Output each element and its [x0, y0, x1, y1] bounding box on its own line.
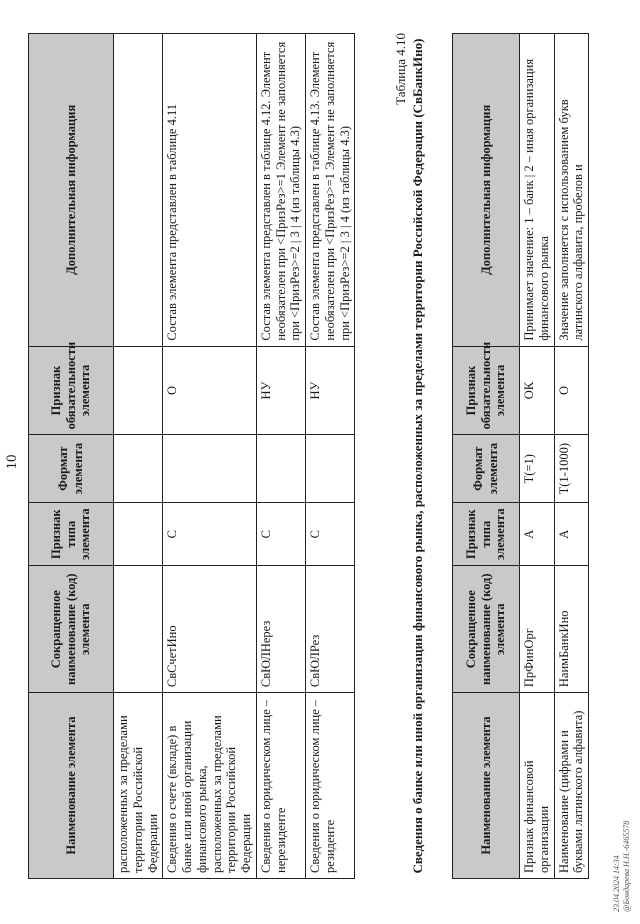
table-row — [306, 34, 355, 879]
bank-info-table — [452, 33, 589, 879]
cell-additional-info — [114, 34, 163, 347]
header-element-code: Сокращенное наименование (код) элемента — [453, 566, 520, 693]
cell-element-format — [114, 435, 163, 503]
cell-element-format — [163, 435, 257, 503]
table-row — [520, 34, 555, 879]
cell-element-name: Сведения о юридическом лице – нерезиденте — [256, 693, 305, 879]
cell-additional-info: Принимает значение: 1 – банк | 2 – иная организация финансового рынка — [520, 34, 555, 347]
cell-element-type: С — [256, 502, 305, 565]
header-element-type: Признак типа элемента — [29, 502, 114, 565]
cell-element-code: СвЮЛНерез — [256, 566, 305, 693]
cell-additional-info: Состав элемента представлен в таблице 4.12. Элемент необязателен при <ПризРез>=1 Элемент не заполняется при <ПризРез>=2 | 3 | 4 (из таблицы 4.3) — [256, 34, 305, 347]
header-element-required: Признак обязательности элемента — [29, 346, 114, 435]
cell-element-format: Т(=1) — [520, 435, 555, 503]
page-number: 10 — [4, 454, 20, 470]
table-title: Сведения о банке или иной организации финансового рынка, расположенных за пределами территории Российской Федерации (СвБанкИно) — [410, 38, 425, 874]
header-element-type: Признак типа элемента — [453, 502, 520, 565]
table-row — [114, 34, 163, 879]
header-element-format: Формат элемента — [29, 435, 114, 503]
table-row — [256, 34, 305, 879]
cell-element-type — [114, 502, 163, 565]
cell-element-type: С — [306, 502, 355, 565]
cell-element-type: А — [520, 502, 555, 565]
header-element-name: Наименование элемента — [453, 693, 520, 879]
cell-element-required: О — [554, 346, 589, 435]
header-element-code: Сокращенное наименование (код) элемента — [29, 566, 114, 693]
cell-element-format — [306, 435, 355, 503]
cell-element-required: НУ — [256, 346, 305, 435]
cell-element-required: НУ — [306, 346, 355, 435]
cell-element-format: Т(1-1000) — [554, 435, 589, 503]
stamp-date: 23.04.2024 14:34 — [612, 855, 621, 912]
cell-element-name: Сведения о счете (вкладе) в банке или иной организации финансового рынка, расположенных за пределами территории Российской Федерации — [163, 693, 257, 879]
cell-element-code: НаимБанкИно — [554, 566, 589, 693]
element-table-continued — [28, 33, 355, 879]
cell-additional-info: Состав элемента представлен в таблице 4.13. Элемент необязателен при <ПризРез>=1 Элемент не заполняется при <ПризРез>=2 | 3 | 4 (из таблицы 4.3) — [306, 34, 355, 347]
table-row — [163, 34, 257, 879]
cell-element-name: расположенных за пределами территории Российской Федерации — [114, 693, 163, 879]
cell-element-required — [114, 346, 163, 435]
cell-element-required: О — [163, 346, 257, 435]
table-header-row — [453, 34, 520, 879]
cell-additional-info: Состав элемента представлен в таблице 4.11 — [163, 34, 257, 347]
cell-element-required: ОК — [520, 346, 555, 435]
cell-element-type: А — [554, 502, 589, 565]
stamp-signer: @Бондарева Н.Н.-6465578 — [621, 820, 631, 912]
cell-element-code: ПрФинОрг — [520, 566, 555, 693]
header-element-format: Формат элемента — [453, 435, 520, 503]
cell-element-code — [114, 566, 163, 693]
cell-element-name: Признак финансовой организации — [520, 693, 555, 879]
header-element-required: Признак обязательности элемента — [453, 346, 520, 435]
cell-element-format — [256, 435, 305, 503]
cell-element-code: СвСчетИно — [163, 566, 257, 693]
table-caption: Таблица 4.10 — [393, 33, 408, 105]
header-additional-info: Дополнительная информация — [29, 34, 114, 347]
table-row — [554, 34, 589, 879]
cell-additional-info: Значение заполняется с использованием букв латинского алфавита, пробелов и — [554, 34, 589, 347]
cell-element-type: С — [163, 502, 257, 565]
header-additional-info: Дополнительная информация — [453, 34, 520, 347]
header-element-name: Наименование элемента — [29, 693, 114, 879]
table-header-row — [29, 34, 114, 879]
cell-element-code: СвЮЛРез — [306, 566, 355, 693]
signature-stamp — [612, 821, 631, 912]
cell-element-name: Наименование (цифрами и буквами латинского алфавита) — [554, 693, 589, 879]
cell-element-name: Сведения о юридическом лице – резиденте — [306, 693, 355, 879]
